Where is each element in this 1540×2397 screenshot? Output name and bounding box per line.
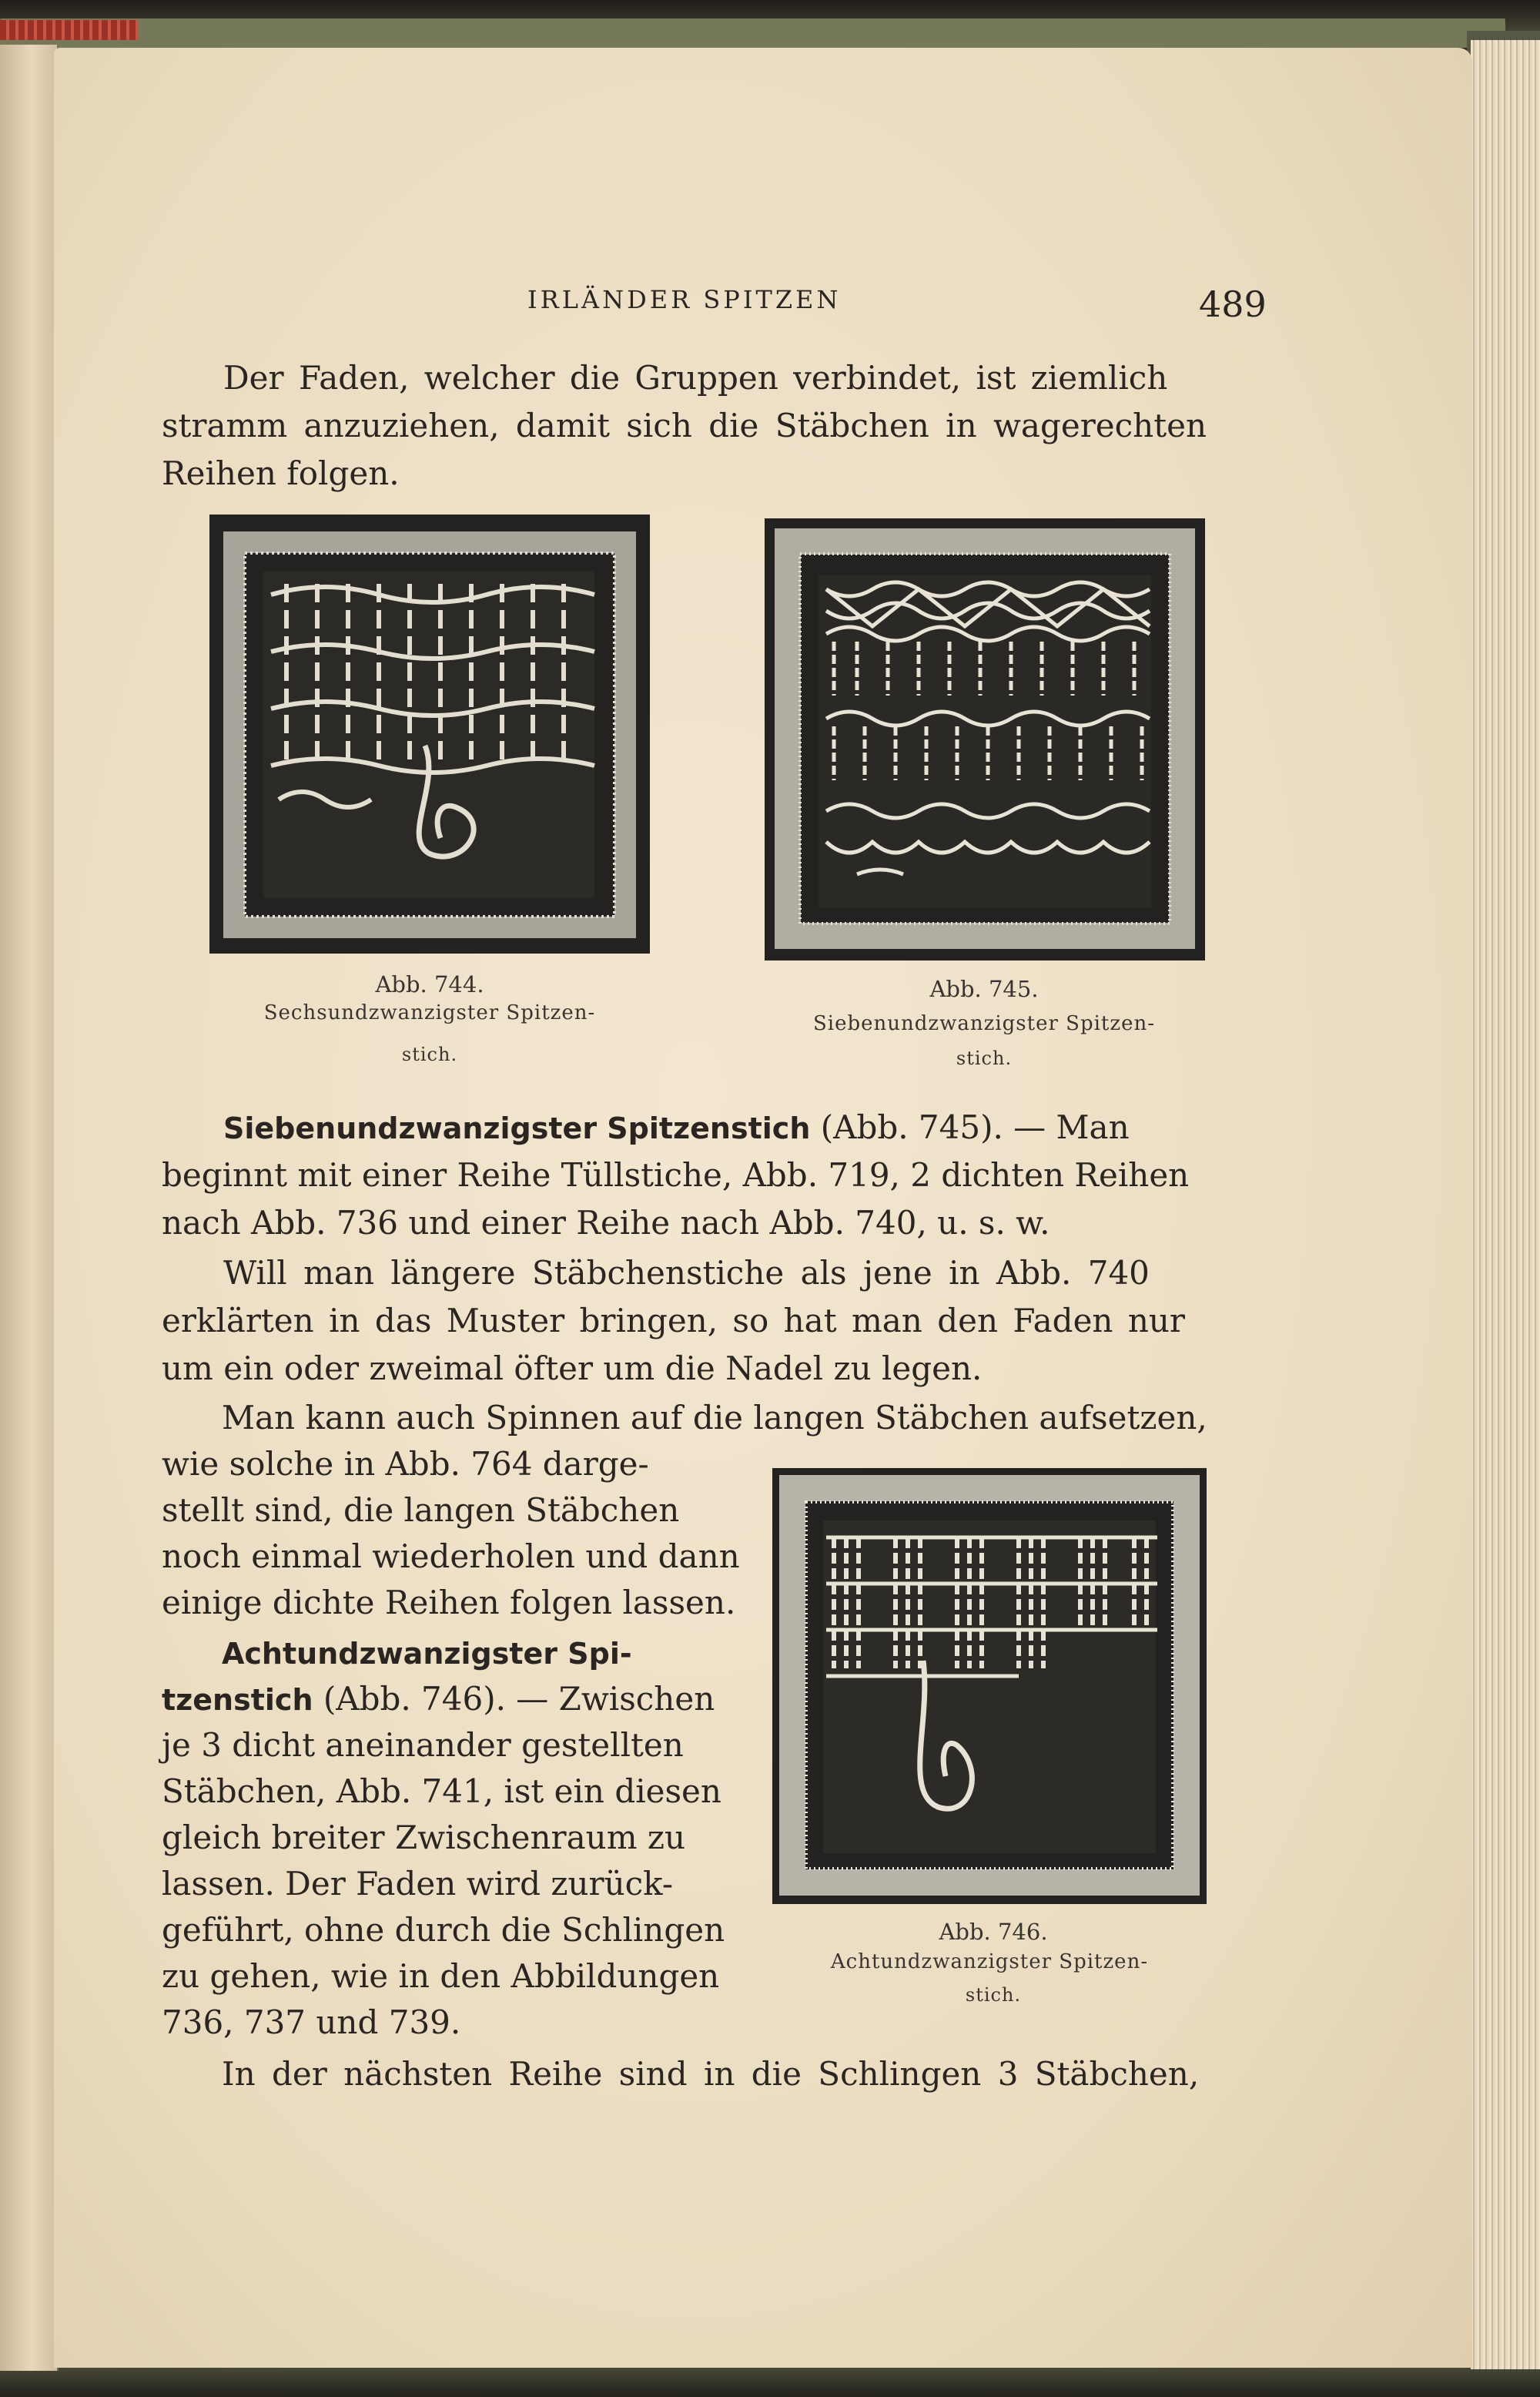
text-line: wie solche in Abb. 764 darge- (162, 1445, 649, 1483)
page-stack-edge (1471, 40, 1540, 2369)
text-line: Stäbchen, Abb. 741, ist ein diesen (162, 1772, 721, 1810)
figure-746-title: Achtundzwanzigster Spitzen- (830, 1950, 1149, 1973)
text-line: noch einmal wiederholen und dann (162, 1537, 740, 1575)
text-line: zu gehen, wie in den Abbildungen (162, 1957, 720, 1995)
section-heading-28: Achtundzwanzigster Spi- (222, 1637, 632, 1671)
text-line: stellt sind, die langen Stäbchen (162, 1491, 680, 1529)
page-number: 489 (1199, 283, 1267, 325)
text-line: geführt, ohne durch die Schlingen (162, 1911, 725, 1949)
figure-745-title: Siebenundzwanzigster Spitzen- (813, 1012, 1155, 1035)
figure-744-title-cont: stich. (401, 1044, 458, 1065)
text-span: (Abb. 745). — Man (810, 1108, 1130, 1146)
running-title: IRLÄNDER SPITZEN (527, 285, 842, 314)
text-line: lassen. Der Faden wird zurück- (162, 1865, 674, 1903)
text-line (162, 1680, 715, 1718)
text-line: Man kann auch Spinnen auf die langen Stäbchen aufsetzen, (222, 1399, 1207, 1437)
text-line: Reihen folgen. (162, 454, 400, 492)
figure-745-title-cont: stich. (956, 1048, 1013, 1069)
figure-746-lace-sample (772, 1468, 1207, 1904)
text-line: Der Faden, welcher die Gruppen verbindet, ist ziemlich (223, 359, 1168, 397)
figure-746-label: Abb. 746. (939, 1919, 1048, 1945)
figure-746-title-cont: stich. (965, 1984, 1022, 2006)
left-page-edge (0, 45, 59, 2371)
text-line: je 3 dicht aneinander gestellten (162, 1726, 684, 1764)
figure-744-lace-sample (209, 515, 650, 954)
figure-744-label: Abb. 744. (375, 971, 484, 997)
text-line: nach Abb. 736 und einer Reihe nach Abb. 740, u. s. w. (162, 1204, 1050, 1242)
text-line: erklärten in das Muster bringen, so hat man den Faden nur (162, 1302, 1186, 1339)
figure-745-lace-sample (765, 518, 1205, 960)
text-line (222, 1637, 632, 1669)
text-line: In der nächsten Reihe sind in die Schlingen 3 Stäbchen, (222, 2055, 1200, 2093)
section-heading-27: Siebenundzwanzigster Spitzenstich (223, 1111, 811, 1145)
text-line: 736, 737 und 739. (162, 2003, 461, 2041)
section-heading-28-cont: tzenstich (162, 1683, 313, 1717)
text-line: einige dichte Reihen folgen lassen. (162, 1584, 736, 1621)
book-cover-rim (0, 18, 1505, 48)
text-span: (Abb. 746). — Zwischen (313, 1680, 715, 1718)
spine-ribbon (0, 20, 139, 40)
text-line: gleich breiter Zwischenraum zu (162, 1819, 686, 1856)
text-line: um ein oder zweimal öfter um die Nadel zu legen. (162, 1349, 983, 1387)
text-line (223, 1108, 1130, 1146)
text-line: beginnt mit einer Reihe Tüllstiche, Abb. 719, 2 dichten Reihen (162, 1156, 1190, 1194)
figure-745-label: Abb. 745. (929, 976, 1039, 1002)
book-bottom-edge (0, 2365, 1540, 2397)
text-line: Will man längere Stäbchenstiche als jene in Abb. 740 (223, 1254, 1150, 1292)
text-line: stramm anzuziehen, damit sich die Stäbchen in wagerechten (162, 407, 1207, 444)
figure-744-title: Sechsundzwanzigster Spitzen- (263, 1001, 596, 1024)
